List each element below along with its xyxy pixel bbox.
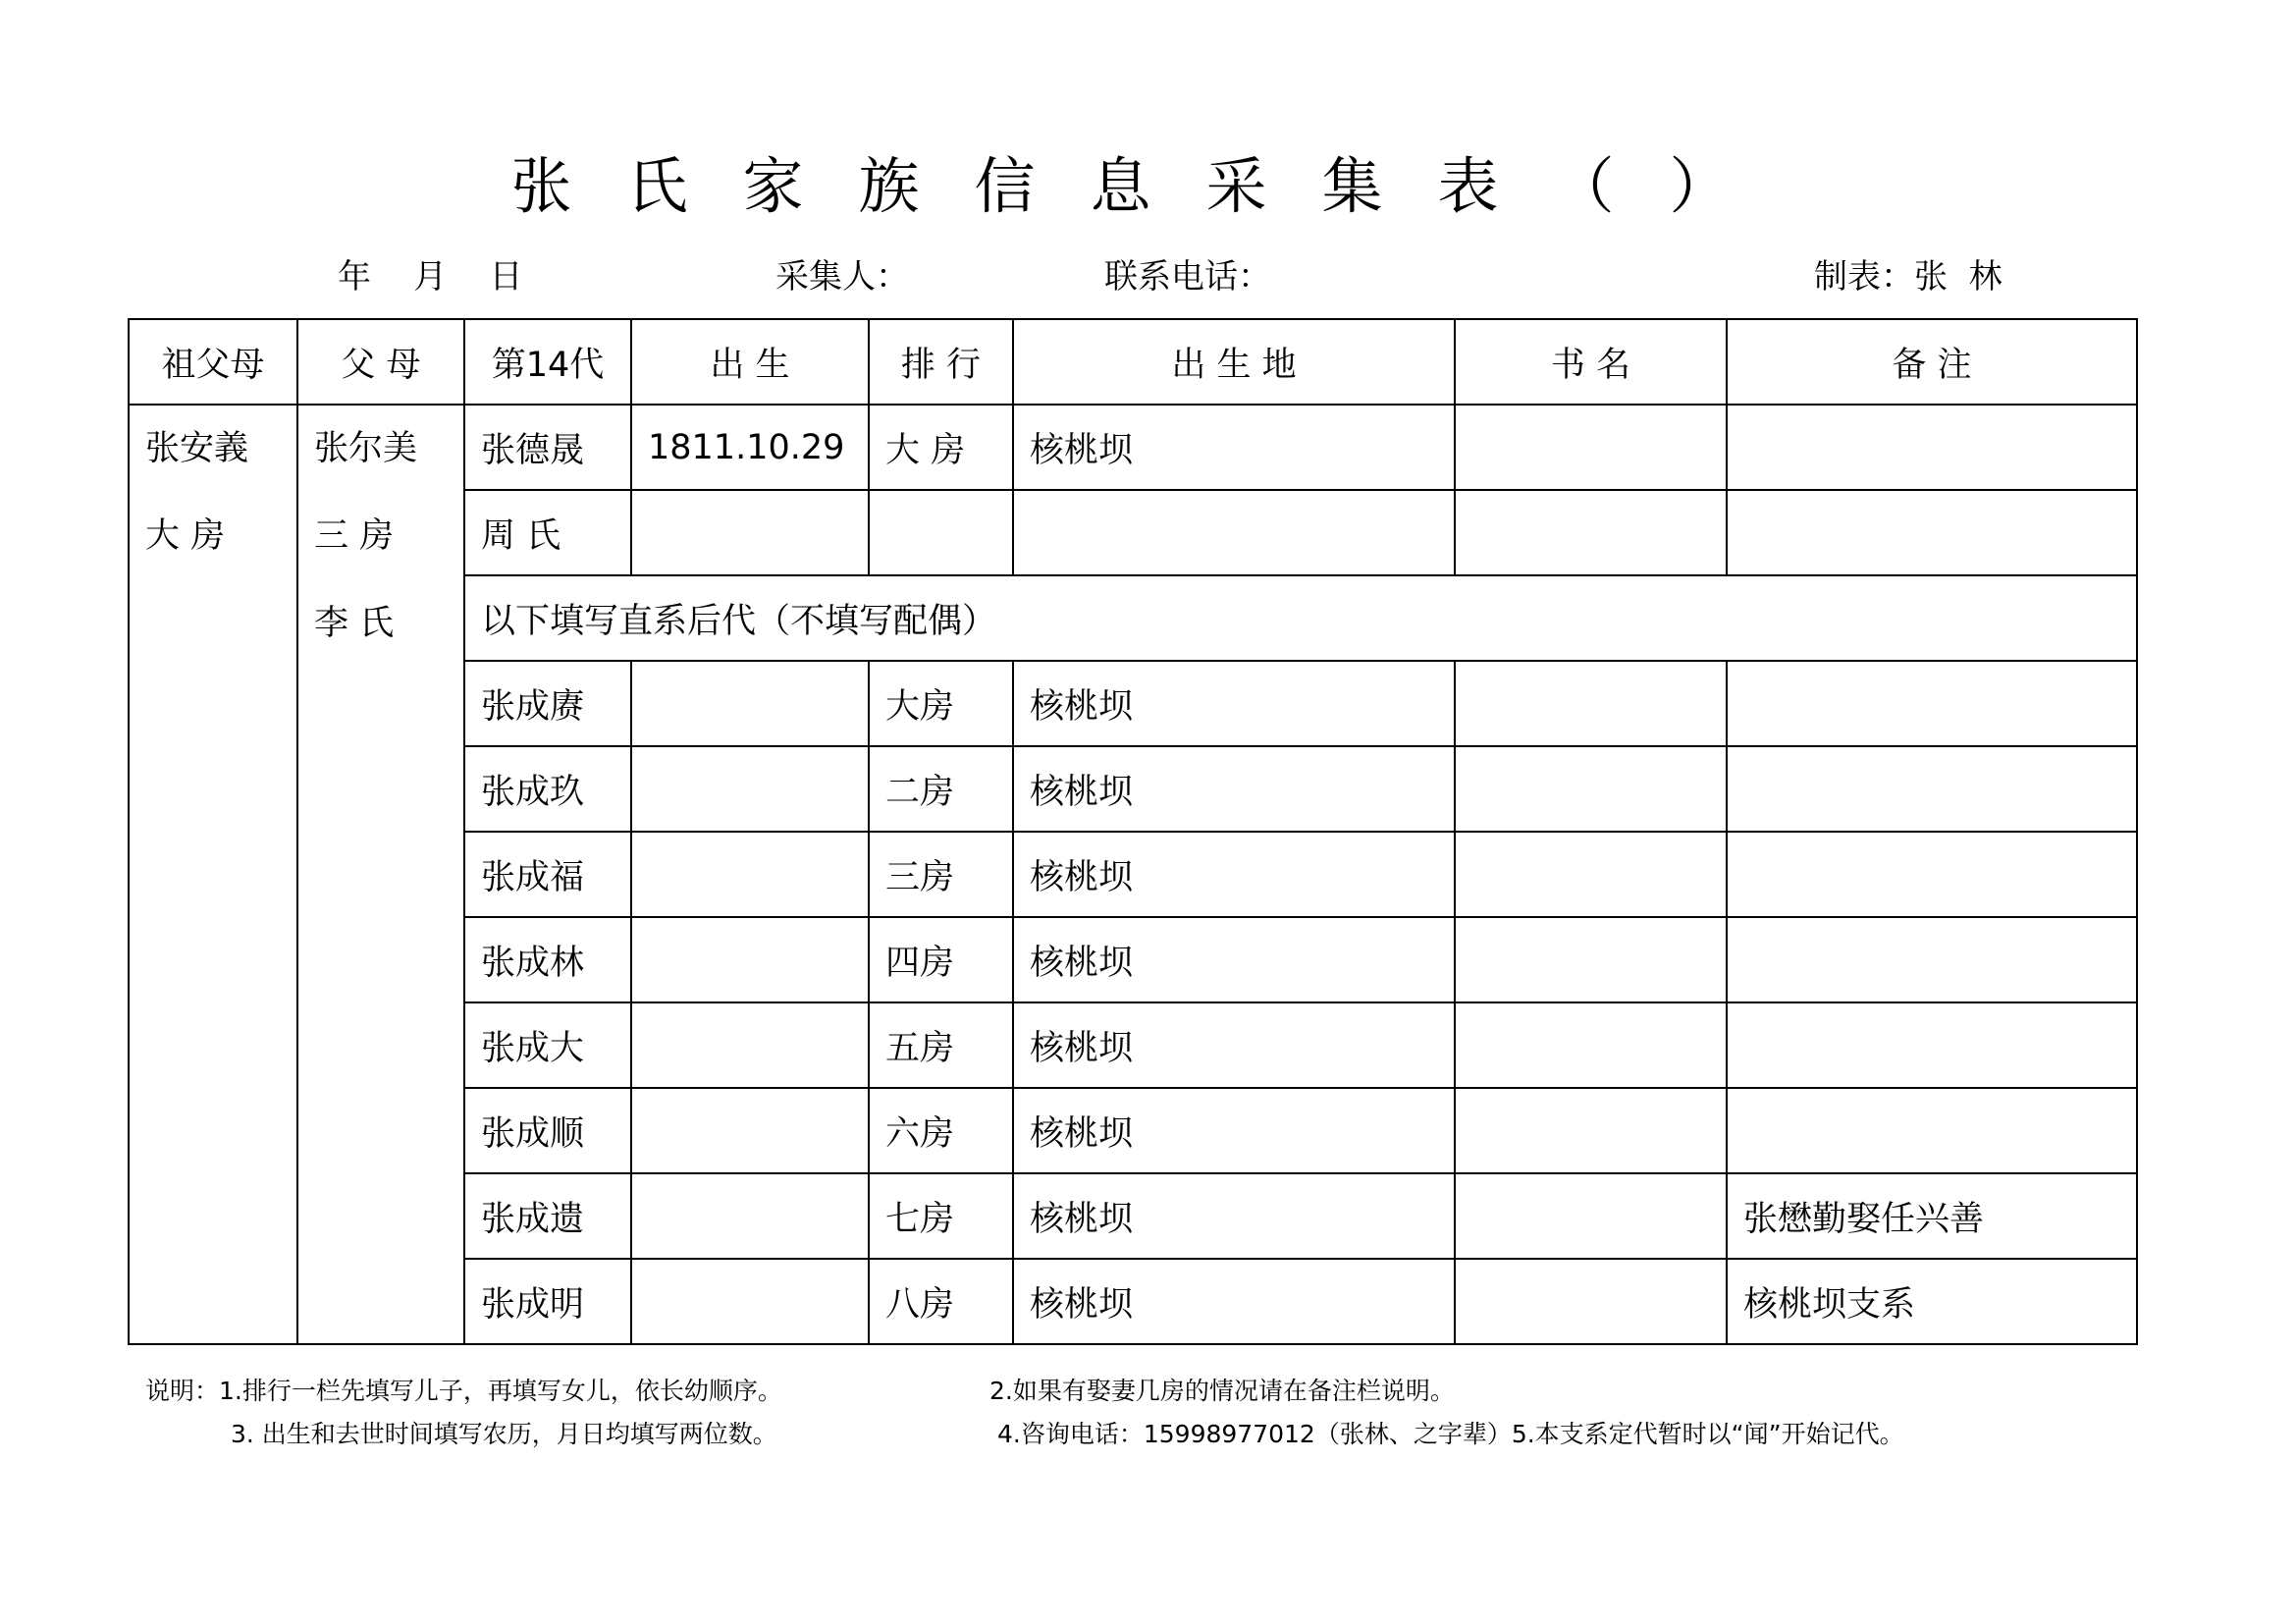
rank: 五房 [869,1002,1013,1088]
header-row [129,319,2137,405]
grandparent-name: 张安義 [145,429,249,468]
rank: 七房 [869,1173,1013,1259]
birth-date [631,1088,869,1173]
birthplace: 核桃坝 [1013,661,1455,746]
birthplace [1013,490,1455,575]
note-2: 2.如果有娶妻几房的情况请在备注栏说明。 [989,1377,1455,1405]
rank [869,490,1013,575]
family-info-table [128,318,2138,1345]
grandparents-cell [129,405,297,1344]
rank: 大房 [869,661,1013,746]
book-name [1455,1259,1727,1344]
person-name: 张成大 [464,1002,631,1088]
phone-label: 联系电话： [1104,257,1271,297]
parent-spouse: 李 氏 [314,604,395,643]
birth-date [631,1002,869,1088]
person-name: 张成玖 [464,746,631,832]
birthplace: 核桃坝 [1013,1173,1455,1259]
birthplace: 核桃坝 [1013,832,1455,917]
birth-date [631,917,869,1002]
birthplace: 核桃坝 [1013,1002,1455,1088]
remarks [1727,1088,2137,1173]
birthplace: 核桃坝 [1013,405,1455,490]
rank: 八房 [869,1259,1013,1344]
date-field: 年 月 日 [338,257,523,297]
person-name: 张成赓 [464,661,631,746]
book-name [1455,1002,1727,1088]
rank: 六房 [869,1088,1013,1173]
note-4: 4.咨询电话：15998977012（张林、之字辈）5.本支系定代暂时以“闻”开始记代。 [997,1420,1904,1448]
birth-date [631,746,869,832]
parent-name: 张尔美 [314,429,418,468]
birth-date [631,1173,869,1259]
book-name [1455,405,1727,490]
rank: 大 房 [869,405,1013,490]
birthplace: 核桃坝 [1013,746,1455,832]
header-rank: 排 行 [869,319,1013,405]
header-birth: 出 生 [631,319,869,405]
remarks [1727,746,2137,832]
table-maker: 制表：张 林 [1814,257,2002,297]
book-name [1455,832,1727,917]
remarks: 核桃坝支系 [1727,1259,2137,1344]
remarks [1727,1002,2137,1088]
person-name: 张成福 [464,832,631,917]
person-name: 周 氏 [464,490,631,575]
birth-date: 1811.10.29 [631,405,869,490]
note-3: 3. 出生和去世时间填写农历，月日均填写两位数。 [231,1420,777,1448]
parent-rank: 三 房 [314,516,395,556]
person-name: 张成顺 [464,1088,631,1173]
book-name [1455,917,1727,1002]
birthplace: 核桃坝 [1013,1259,1455,1344]
birth-date [631,1259,869,1344]
rank: 三房 [869,832,1013,917]
remarks: 张懋勤娶任兴善 [1727,1173,2137,1259]
parents-cell [297,405,464,1344]
book-name [1455,490,1727,575]
remarks [1727,490,2137,575]
birthplace: 核桃坝 [1013,917,1455,1002]
table-row [129,405,2137,490]
book-name [1455,1173,1727,1259]
remarks [1727,661,2137,746]
note-1: 说明：1.排行一栏先填写儿子，再填写女儿，依长幼顺序。 [145,1377,782,1405]
rank: 四房 [869,917,1013,1002]
birthplace: 核桃坝 [1013,1088,1455,1173]
page-title: 张氏家族信息采集表（） [510,150,1786,222]
person-name: 张成明 [464,1259,631,1344]
header-grandparents: 祖父母 [129,319,297,405]
rank: 二房 [869,746,1013,832]
remarks [1727,917,2137,1002]
book-name [1455,746,1727,832]
book-name [1455,661,1727,746]
grandparent-rank: 大 房 [145,516,226,556]
header-remarks: 备 注 [1727,319,2137,405]
remarks [1727,405,2137,490]
person-name: 张成遗 [464,1173,631,1259]
birth-date [631,832,869,917]
person-name: 张德晟 [464,405,631,490]
remarks [1727,832,2137,917]
birth-date [631,661,869,746]
book-name [1455,1088,1727,1173]
birth-date [631,490,869,575]
header-book-name: 书 名 [1455,319,1727,405]
collector-label: 采集人： [775,257,909,297]
person-name: 张成林 [464,917,631,1002]
header-generation: 第14代 [464,319,631,405]
header-birthplace: 出 生 地 [1013,319,1455,405]
descendant-header: 以下填写直系后代（不填写配偶） [464,575,2137,661]
header-parents: 父 母 [297,319,464,405]
